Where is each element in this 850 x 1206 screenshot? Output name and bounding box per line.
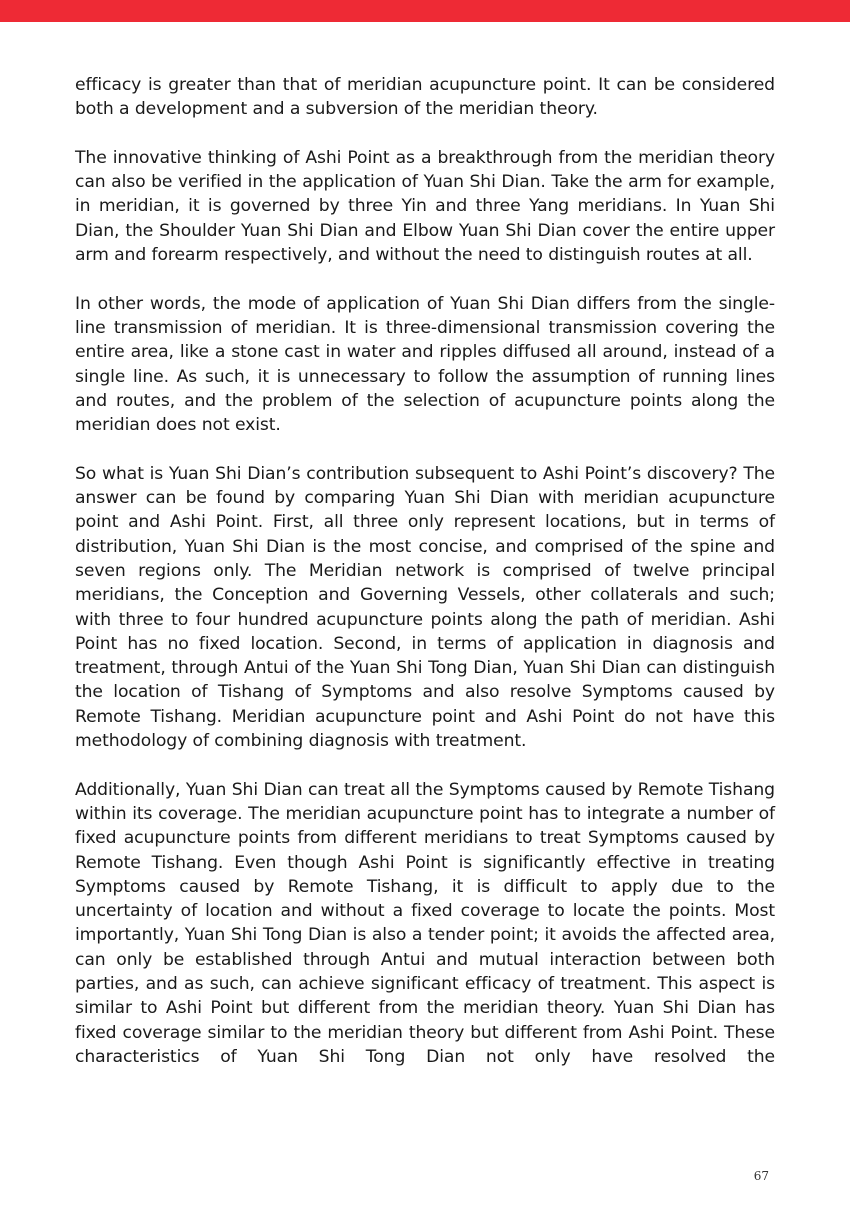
page-number: 67 bbox=[753, 1169, 769, 1183]
top-color-bar bbox=[0, 0, 850, 22]
paragraph: In other words, the mode of application of Yuan Shi Dian differs from the single-line transmission of meridian. It is three-dimensional transmission covering the entire area, like a stone cast in water and ripples diffused all around, instead of a single line. As such, it is unnecessary to follow the assumption of running lines and routes, and the problem of the selection of acupuncture points along the meridian does not exist. bbox=[75, 293, 775, 436]
paragraph: efficacy is greater than that of meridian acupuncture point. It can be considered both a development and a subversion of the meridian theory. bbox=[75, 75, 775, 120]
paragraph: So what is Yuan Shi Dian’s contribution subsequent to Ashi Point’s discovery? The answer can be found by comparing Yuan Shi Dian with meridian acupuncture point and Ashi Point. First, all three only represent locations, but in terms of distribution, Yuan Shi Dian is the most concise, and comprised of the spine and seven regions only. The Meridian network is comprised of twelve principal meridians, the Conception and Governing Vessels, other collaterals and such; with three to four hundred acupuncture points along the path of meridian. Ashi Point has no fixed location. Second, in terms of application in diagnosis and treatment, through Antui of the Yuan Shi Tong Dian, Yuan Shi Dian can distinguish the location of Tishang of Symptoms and also resolve Symptoms caused by Remote Tishang. Meridian acupuncture point and Ashi Point do not have this methodology of combining diagnosis with treatment. bbox=[75, 463, 775, 752]
paragraph: Additionally, Yuan Shi Dian can treat all the Symptoms caused by Remote Tishang within its coverage. The meridian acupuncture point has to integrate a number of fixed acupuncture points from different meridians to treat Symptoms caused by Remote Tishang. Even though Ashi Point is significantly effective in treating Symptoms caused by Remote Tishang, it is difficult to apply due to the uncertainty of location and without a fixed coverage to locate the points. Most importantly, Yuan Shi Tong Dian is also a tender point; it avoids the affected area, can only be established through Antui and mutual interaction between both parties, and as such, can achieve significant efficacy of treatment. This aspect is similar to Ashi Point but different from the meridian theory. Yuan Shi Dian has fixed coverage similar to the meridian theory but different from Ashi Point. These characteristics of Yuan Shi Tong Dian not only have resolved the bbox=[75, 779, 775, 1067]
paragraph: The innovative thinking of Ashi Point as a breakthrough from the meridian theory can also be verified in the application of Yuan Shi Dian. Take the arm for example, in meridian, it is governed by three Yin and three Yang meridians. In Yuan Shi Dian, the Shoulder Yuan Shi Dian and Elbow Yuan Shi Dian cover the entire upper arm and forearm respectively, and without the need to distinguish routes at all. bbox=[75, 147, 775, 266]
document-body bbox=[75, 73, 775, 1093]
